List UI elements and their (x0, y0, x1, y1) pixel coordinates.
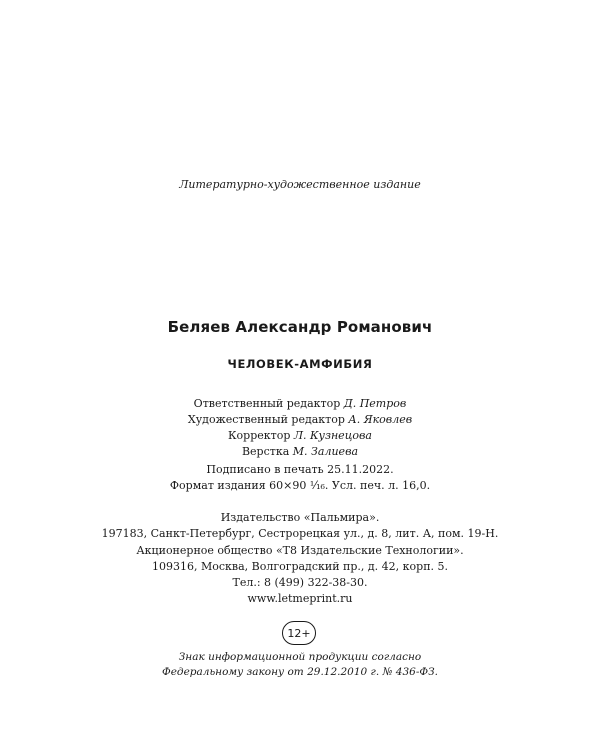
printer-website: www.letmeprint.ru (247, 592, 353, 605)
info-product-notice (0, 650, 600, 680)
credits-block (0, 396, 600, 460)
format-info: Формат издания 60×90 ¹⁄₁₆. Усл. печ. л. 16,0. (169, 479, 431, 492)
notice-line: Федеральному закону от 29.12.2010 г. № 436-ФЗ. (162, 666, 438, 678)
notice-line: Знак информационной продукции согласно (178, 651, 422, 663)
credit-person: А. Яковлев (348, 413, 413, 426)
print-info-block (0, 462, 600, 494)
printer-block (0, 543, 600, 607)
credit-role: Ответственный редактор (193, 397, 341, 410)
credit-line (0, 412, 600, 428)
publisher-name: Издательство «Пальмира». (220, 511, 380, 524)
credit-line (0, 444, 600, 460)
age-rating-badge: 12+ (282, 621, 316, 645)
signed-date: Подписано в печать 25.11.2022. (206, 463, 394, 476)
credit-role: Верстка (241, 445, 290, 458)
credit-role: Художественный редактор (187, 413, 345, 426)
book-title: ЧЕЛОВЕК-АМФИБИЯ (227, 357, 373, 371)
credit-role: Корректор (228, 429, 291, 442)
publisher-block (0, 510, 600, 542)
credit-person: М. Залиева (292, 445, 359, 458)
publisher-address: 197183, Санкт-Петербург, Сестрорецкая ул., д. 8, лит. А, пом. 19-Н. (101, 527, 499, 540)
author-name: Беляев Александр Романович (167, 318, 433, 336)
credit-line (0, 396, 600, 412)
credit-line (0, 428, 600, 444)
credit-person: Л. Кузнецова (293, 429, 372, 442)
credit-person: Д. Петров (343, 397, 407, 410)
edition-type: Литературно-художественное издание (179, 178, 421, 191)
printer-name: Акционерное общество «Т8 Издательские Технологии». (136, 544, 464, 557)
printer-address: 109316, Москва, Волгоградский пр., д. 42, корп. 5. (151, 560, 449, 573)
printer-phone: Тел.: 8 (499) 322-38-30. (232, 576, 368, 589)
